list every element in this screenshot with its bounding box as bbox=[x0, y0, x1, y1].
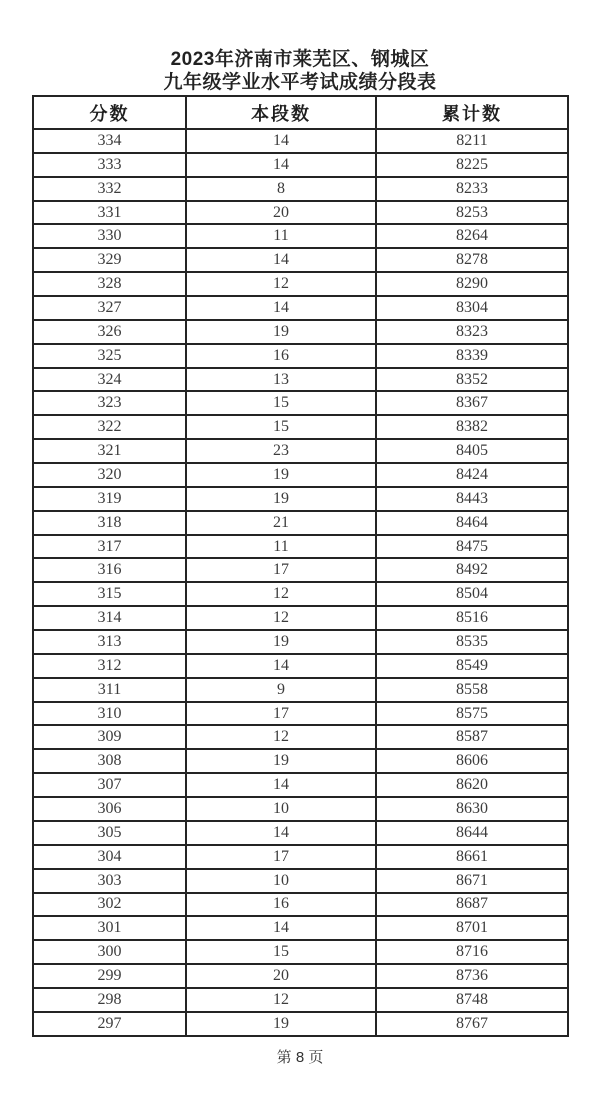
cumulative-count-cell: 8225 bbox=[376, 153, 568, 177]
cumulative-count-cell: 8575 bbox=[376, 702, 568, 726]
cumulative-count-cell: 8661 bbox=[376, 845, 568, 869]
segment-count-cell: 10 bbox=[186, 869, 376, 893]
segment-count-cell: 12 bbox=[186, 582, 376, 606]
segment-count-cell: 19 bbox=[186, 320, 376, 344]
score-cell: 325 bbox=[33, 344, 186, 368]
cumulative-count-cell: 8716 bbox=[376, 940, 568, 964]
score-cell: 297 bbox=[33, 1012, 186, 1036]
segment-count-cell: 14 bbox=[186, 654, 376, 678]
segment-count-cell: 14 bbox=[186, 916, 376, 940]
segment-count-cell: 21 bbox=[186, 511, 376, 535]
score-cell: 334 bbox=[33, 129, 186, 153]
column-header-cumulative-count: 累计数 bbox=[376, 96, 568, 129]
cumulative-count-cell: 8671 bbox=[376, 869, 568, 893]
cumulative-count-cell: 8290 bbox=[376, 272, 568, 296]
segment-count-cell: 14 bbox=[186, 821, 376, 845]
table-row bbox=[33, 725, 568, 749]
segment-count-cell: 14 bbox=[186, 248, 376, 272]
segment-count-cell: 17 bbox=[186, 845, 376, 869]
table-row bbox=[33, 988, 568, 1012]
document-title-line2: 九年级学业水平考试成绩分段表 bbox=[163, 72, 437, 93]
table-row bbox=[33, 344, 568, 368]
cumulative-count-cell: 8535 bbox=[376, 630, 568, 654]
cumulative-count-cell: 8767 bbox=[376, 1012, 568, 1036]
cumulative-count-cell: 8233 bbox=[376, 177, 568, 201]
segment-count-cell: 12 bbox=[186, 988, 376, 1012]
table-row bbox=[33, 773, 568, 797]
segment-count-cell: 11 bbox=[186, 224, 376, 248]
table-row bbox=[33, 320, 568, 344]
cumulative-count-cell: 8558 bbox=[376, 678, 568, 702]
cumulative-count-cell: 8424 bbox=[376, 463, 568, 487]
page-number: 第 8 页 bbox=[276, 1049, 324, 1066]
segment-count-cell: 19 bbox=[186, 749, 376, 773]
score-cell: 319 bbox=[33, 487, 186, 511]
score-cell: 321 bbox=[33, 439, 186, 463]
cumulative-count-cell: 8687 bbox=[376, 893, 568, 917]
score-cell: 313 bbox=[33, 630, 186, 654]
cumulative-count-cell: 8211 bbox=[376, 129, 568, 153]
score-cell: 298 bbox=[33, 988, 186, 1012]
segment-count-cell: 19 bbox=[186, 463, 376, 487]
segment-count-cell: 19 bbox=[186, 1012, 376, 1036]
cumulative-count-cell: 8475 bbox=[376, 535, 568, 559]
segment-count-cell: 10 bbox=[186, 797, 376, 821]
table-row bbox=[33, 391, 568, 415]
table-row bbox=[33, 224, 568, 248]
table-row bbox=[33, 893, 568, 917]
table-row bbox=[33, 368, 568, 392]
table-row bbox=[33, 129, 568, 153]
segment-count-cell: 14 bbox=[186, 153, 376, 177]
segment-count-cell: 19 bbox=[186, 487, 376, 511]
table-row bbox=[33, 821, 568, 845]
segment-count-cell: 12 bbox=[186, 606, 376, 630]
table-row bbox=[33, 296, 568, 320]
segment-count-cell: 13 bbox=[186, 368, 376, 392]
cumulative-count-cell: 8264 bbox=[376, 224, 568, 248]
table-row bbox=[33, 940, 568, 964]
segment-count-cell: 16 bbox=[186, 893, 376, 917]
score-cell: 307 bbox=[33, 773, 186, 797]
table-row bbox=[33, 630, 568, 654]
table-row bbox=[33, 845, 568, 869]
score-cell: 311 bbox=[33, 678, 186, 702]
score-cell: 302 bbox=[33, 893, 186, 917]
score-cell: 303 bbox=[33, 869, 186, 893]
table-row bbox=[33, 177, 568, 201]
score-cell: 329 bbox=[33, 248, 186, 272]
cumulative-count-cell: 8367 bbox=[376, 391, 568, 415]
table-row bbox=[33, 654, 568, 678]
table-row bbox=[33, 487, 568, 511]
score-cell: 328 bbox=[33, 272, 186, 296]
score-cell: 312 bbox=[33, 654, 186, 678]
cumulative-count-cell: 8736 bbox=[376, 964, 568, 988]
cumulative-count-cell: 8382 bbox=[376, 415, 568, 439]
score-cell: 308 bbox=[33, 749, 186, 773]
score-cell: 324 bbox=[33, 368, 186, 392]
segment-count-cell: 12 bbox=[186, 725, 376, 749]
score-cell: 315 bbox=[33, 582, 186, 606]
table-row bbox=[33, 582, 568, 606]
cumulative-count-cell: 8748 bbox=[376, 988, 568, 1012]
cumulative-count-cell: 8352 bbox=[376, 368, 568, 392]
score-cell: 306 bbox=[33, 797, 186, 821]
score-cell: 326 bbox=[33, 320, 186, 344]
score-cell: 316 bbox=[33, 558, 186, 582]
cumulative-count-cell: 8492 bbox=[376, 558, 568, 582]
document-title bbox=[0, 48, 600, 94]
cumulative-count-cell: 8323 bbox=[376, 320, 568, 344]
cumulative-count-cell: 8504 bbox=[376, 582, 568, 606]
table-row bbox=[33, 272, 568, 296]
score-cell: 330 bbox=[33, 224, 186, 248]
table-body bbox=[33, 129, 568, 1036]
table-row bbox=[33, 201, 568, 225]
score-cell: 304 bbox=[33, 845, 186, 869]
segment-count-cell: 23 bbox=[186, 439, 376, 463]
segment-count-cell: 12 bbox=[186, 272, 376, 296]
score-cell: 310 bbox=[33, 702, 186, 726]
segment-count-cell: 17 bbox=[186, 558, 376, 582]
table-row bbox=[33, 248, 568, 272]
score-cell: 320 bbox=[33, 463, 186, 487]
score-cell: 317 bbox=[33, 535, 186, 559]
cumulative-count-cell: 8587 bbox=[376, 725, 568, 749]
score-cell: 314 bbox=[33, 606, 186, 630]
segment-count-cell: 9 bbox=[186, 678, 376, 702]
score-cell: 323 bbox=[33, 391, 186, 415]
score-distribution-table-container bbox=[32, 95, 567, 1037]
cumulative-count-cell: 8620 bbox=[376, 773, 568, 797]
table-row bbox=[33, 1012, 568, 1036]
table-row bbox=[33, 558, 568, 582]
segment-count-cell: 14 bbox=[186, 129, 376, 153]
segment-count-cell: 17 bbox=[186, 702, 376, 726]
cumulative-count-cell: 8630 bbox=[376, 797, 568, 821]
document-title-line1: 2023年济南市莱芜区、钢城区 bbox=[170, 49, 430, 70]
table-row bbox=[33, 749, 568, 773]
score-cell: 309 bbox=[33, 725, 186, 749]
score-cell: 299 bbox=[33, 964, 186, 988]
table-row bbox=[33, 964, 568, 988]
segment-count-cell: 16 bbox=[186, 344, 376, 368]
cumulative-count-cell: 8701 bbox=[376, 916, 568, 940]
table-row bbox=[33, 535, 568, 559]
score-cell: 300 bbox=[33, 940, 186, 964]
segment-count-cell: 15 bbox=[186, 415, 376, 439]
cumulative-count-cell: 8516 bbox=[376, 606, 568, 630]
table-row bbox=[33, 606, 568, 630]
column-header-segment-count: 本段数 bbox=[186, 96, 376, 129]
cumulative-count-cell: 8644 bbox=[376, 821, 568, 845]
score-cell: 331 bbox=[33, 201, 186, 225]
cumulative-count-cell: 8339 bbox=[376, 344, 568, 368]
score-cell: 322 bbox=[33, 415, 186, 439]
cumulative-count-cell: 8278 bbox=[376, 248, 568, 272]
table-row bbox=[33, 511, 568, 535]
table-row bbox=[33, 916, 568, 940]
score-cell: 333 bbox=[33, 153, 186, 177]
score-cell: 301 bbox=[33, 916, 186, 940]
segment-count-cell: 20 bbox=[186, 201, 376, 225]
table-row bbox=[33, 415, 568, 439]
cumulative-count-cell: 8549 bbox=[376, 654, 568, 678]
table-header-row bbox=[33, 96, 568, 129]
score-cell: 305 bbox=[33, 821, 186, 845]
segment-count-cell: 20 bbox=[186, 964, 376, 988]
table-row bbox=[33, 153, 568, 177]
column-header-score: 分数 bbox=[33, 96, 186, 129]
table-row bbox=[33, 463, 568, 487]
cumulative-count-cell: 8606 bbox=[376, 749, 568, 773]
score-cell: 327 bbox=[33, 296, 186, 320]
segment-count-cell: 8 bbox=[186, 177, 376, 201]
score-distribution-table bbox=[32, 95, 569, 1037]
table-row bbox=[33, 797, 568, 821]
segment-count-cell: 15 bbox=[186, 940, 376, 964]
cumulative-count-cell: 8405 bbox=[376, 439, 568, 463]
score-cell: 332 bbox=[33, 177, 186, 201]
segment-count-cell: 14 bbox=[186, 773, 376, 797]
segment-count-cell: 19 bbox=[186, 630, 376, 654]
table-row bbox=[33, 702, 568, 726]
cumulative-count-cell: 8443 bbox=[376, 487, 568, 511]
table-row bbox=[33, 439, 568, 463]
segment-count-cell: 11 bbox=[186, 535, 376, 559]
score-cell: 318 bbox=[33, 511, 186, 535]
cumulative-count-cell: 8253 bbox=[376, 201, 568, 225]
cumulative-count-cell: 8464 bbox=[376, 511, 568, 535]
table-row bbox=[33, 678, 568, 702]
table-row bbox=[33, 869, 568, 893]
cumulative-count-cell: 8304 bbox=[376, 296, 568, 320]
segment-count-cell: 14 bbox=[186, 296, 376, 320]
segment-count-cell: 15 bbox=[186, 391, 376, 415]
